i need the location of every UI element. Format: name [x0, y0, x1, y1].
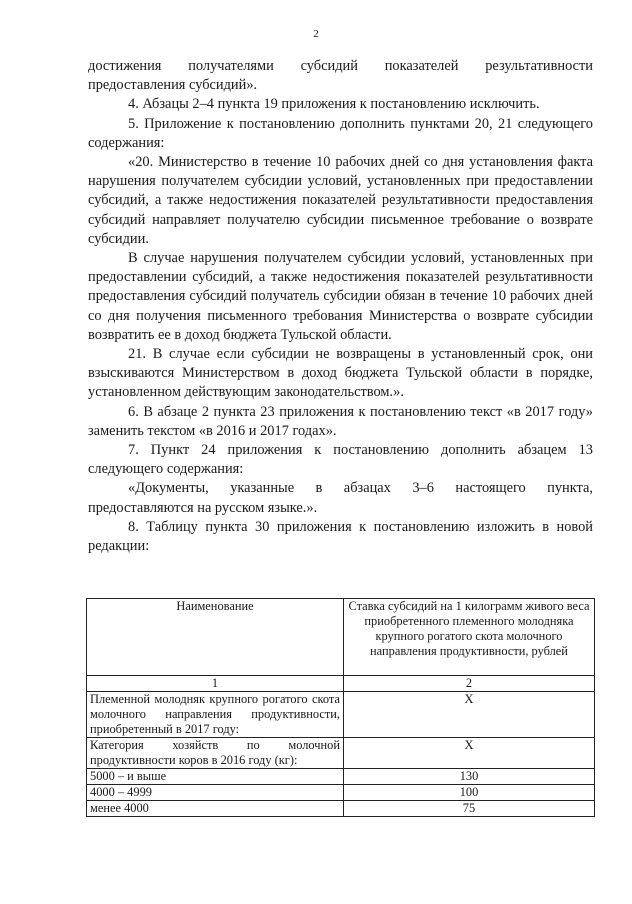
column-number-1: 1 — [87, 676, 344, 692]
table-row — [87, 738, 595, 769]
table-row — [87, 769, 595, 785]
table-header-row — [87, 599, 595, 676]
paragraph-quote-documents: «Документы, указанные в абзацах 3–6 настоящего пункта, предоставляются на русском языке.». — [88, 480, 593, 516]
row-value: Х — [344, 738, 595, 769]
row-name: Племенной молодняк крупного рогатого скота молочного направления продуктивности, приобретенный в 2017 году: — [87, 692, 344, 738]
page-number: 2 — [313, 28, 319, 40]
paragraph-point-20-part-2: В случае нарушения получателем субсидии условий, установленных при предоставлении субсидий, а также недостижения показателей результативности предоставления субсидий получатель субсидии обязан в течение 10 рабочих дней со дня получения письменного требования Министерства о возврате субсидии возвратить ее в доход бюджета Тульской области. — [88, 250, 593, 343]
row-value: 75 — [344, 801, 595, 817]
paragraph-continuation: достижения получателями субсидий показателей результативности предоставления субсидий». — [88, 58, 593, 94]
paragraph-item-7: 7. Пункт 24 приложения к постановлению дополнить абзацем 13 следующего содержания: — [88, 442, 593, 478]
document-body — [88, 57, 593, 556]
paragraph-item-8: 8. Таблицу пункта 30 приложения к постановлению изложить в новой редакции: — [88, 518, 593, 555]
paragraph-item-5: 5. Приложение к постановлению дополнить пунктами 20, 21 следующего содержания: — [88, 115, 593, 151]
column-number-2: 2 — [344, 676, 595, 692]
row-name: 4000 – 4999 — [87, 785, 344, 801]
paragraph-point-20: «20. Министерство в течение 10 рабочих дней со дня установления факта нарушения получателем субсидии условий, установленных при предоставлении субсидий, а также недостижения показателей результативности предоставления субсидий направляет получателю субсидии письменное требование о возврате субсидии. — [88, 154, 593, 247]
table-row — [87, 785, 595, 801]
row-value: 100 — [344, 785, 595, 801]
row-value: Х — [344, 692, 595, 738]
table-column-number-row — [87, 676, 595, 692]
row-name: 5000 – и выше — [87, 769, 344, 785]
table-row — [87, 801, 595, 817]
header-name: Наименование — [87, 599, 344, 676]
paragraph-item-6: 6. В абзаце 2 пункта 23 приложения к постановлению текст «в 2017 году» заменить текстом «в 2016 и 2017 годах». — [88, 403, 593, 439]
row-name: менее 4000 — [87, 801, 344, 817]
row-value: 130 — [344, 769, 595, 785]
table-row — [87, 692, 595, 738]
header-rate: Ставка субсидий на 1 килограмм живого веса приобретенного племенного молодняка крупного рогатого скота молочного направления продуктивности, рублей — [344, 599, 595, 676]
subsidy-rate-table — [86, 598, 595, 817]
paragraph-point-21: 21. В случае если субсидии не возвращены в установленный срок, они взыскиваются Министерством в доход бюджета Тульской области в порядке, установленном действующим законодательством.». — [88, 346, 593, 401]
row-name: Категория хозяйств по молочной продуктивности коров в 2016 году (кг): — [87, 738, 344, 769]
paragraph-item-4: 4. Абзацы 2–4 пункта 19 приложения к постановлению исключить. — [128, 96, 540, 113]
